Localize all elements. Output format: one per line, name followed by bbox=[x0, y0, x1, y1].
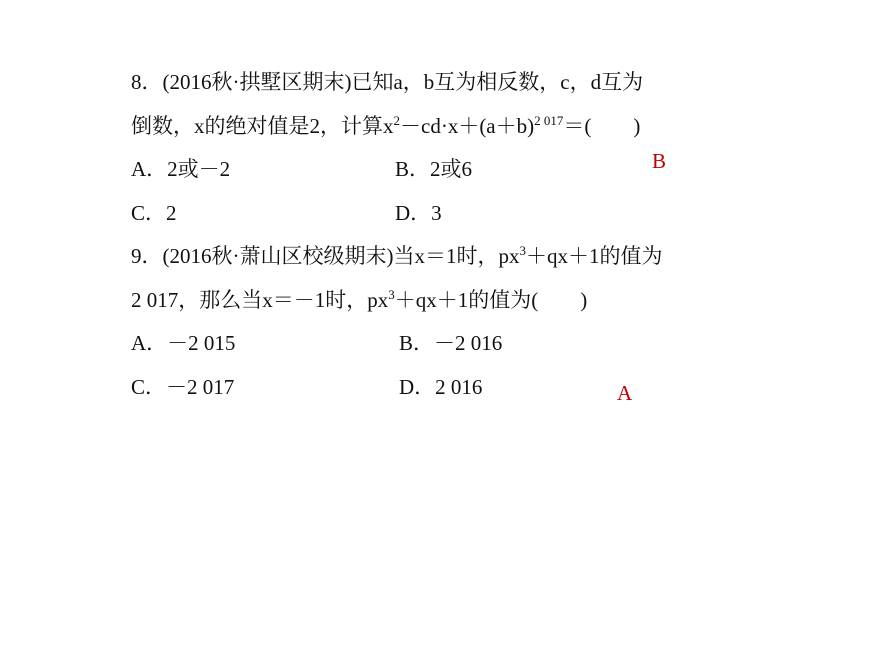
q9-stem-line2 bbox=[131, 286, 587, 314]
q9-stem-line2-text-a: 2 017，那么当x＝－1时，px bbox=[131, 288, 389, 312]
q9-stem-line1 bbox=[131, 242, 662, 270]
q9-option-c: C．－2 017 bbox=[131, 375, 235, 399]
q8-stem-line2-text-b: －cd·x＋(a＋b) bbox=[400, 114, 535, 138]
q8-stem-line1: 8．(2016秋·拱墅区期末)已知a，b互为相反数，c，d互为 bbox=[131, 70, 644, 94]
q8-option-b: B．2或6 bbox=[395, 157, 473, 181]
q9-option-d: D．2 016 bbox=[399, 375, 483, 399]
q8-exponent-2: 2 bbox=[393, 113, 400, 128]
q8-stem-line2 bbox=[131, 112, 640, 140]
q9-answer: A bbox=[617, 381, 633, 405]
q8-option-d: D．3 bbox=[395, 201, 442, 225]
q9-exponent-3-line1: 3 bbox=[519, 243, 526, 258]
q9-exponent-3-line2: 3 bbox=[388, 287, 395, 302]
q9-stem-line1-text-b: ＋qx＋1的值为 bbox=[525, 244, 663, 268]
q9-stem-line1-text-a: 9．(2016秋·萧山区校级期末)当x＝1时，px bbox=[131, 244, 520, 268]
q8-option-c: C．2 bbox=[131, 201, 177, 225]
q9-option-a: A．－2 015 bbox=[131, 331, 236, 355]
q8-answer: B bbox=[652, 149, 667, 173]
q8-exponent-2017: 2 017 bbox=[534, 113, 564, 128]
q9-option-b: B．－2 016 bbox=[399, 331, 503, 355]
q8-option-a: A．2或－2 bbox=[131, 157, 231, 181]
q8-stem-line2-text-c: ＝( ) bbox=[563, 114, 641, 138]
q8-stem-line2-text-a: 倒数，x的绝对值是2，计算x bbox=[131, 114, 394, 138]
q9-stem-line2-text-b: ＋qx＋1的值为( ) bbox=[394, 288, 588, 312]
